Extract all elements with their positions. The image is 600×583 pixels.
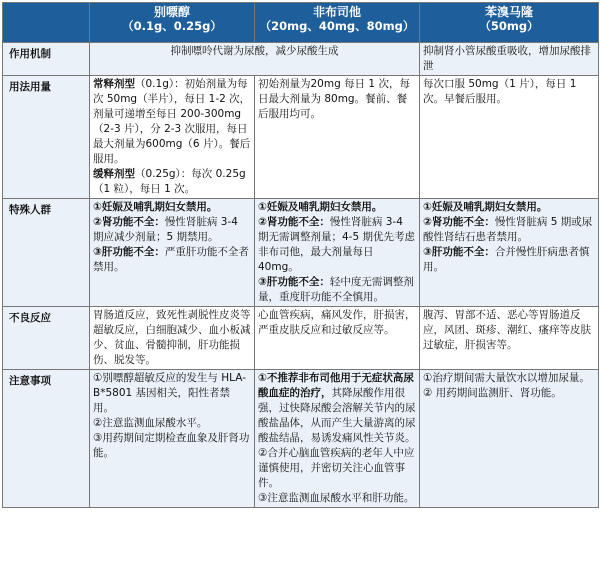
special-item-bold: ②肾功能不全： (258, 216, 330, 228)
adverse-febuxostat: 心血管疾病，痛风发作，肝损害，严重皮肤反应和过敏反应等。 (255, 307, 420, 370)
sr-desc: （0.25g）：每次 0.25g（1 粒），每日 1 次。 (93, 168, 246, 195)
special-item (423, 200, 595, 215)
drug-dose: （0.1g、0.25g） (122, 19, 222, 33)
special-item (423, 245, 595, 275)
row-label-special: 特殊人群 (3, 199, 90, 307)
mechanism-uricosuric: 抑制肾小管尿酸重吸收，增加尿酸排泄 (420, 43, 599, 76)
drug-comparison-table (2, 2, 599, 508)
note-item: ①治疗期间需大量饮水以增加尿量。 (423, 372, 590, 384)
ir-text (93, 78, 250, 165)
special-item-bold: ①妊娠及哺乳期妇女禁用。 (93, 201, 218, 213)
special-item-bold: ③肝功能不全： (93, 246, 165, 258)
sr-label: 缓释剂型 (93, 168, 135, 180)
header-drug-febuxostat (255, 3, 420, 43)
special-item-text: 轻中度无需调整剂量，重度肝功能不全慎用。 (258, 276, 414, 303)
header-row (3, 3, 599, 43)
special-febuxostat (255, 199, 420, 307)
mechanism-xo-inhibitors: 抑制嘌呤代谢为尿酸，减少尿酸生成 (90, 43, 420, 76)
row-label-notes: 注意事项 (3, 370, 90, 508)
special-item (258, 215, 416, 275)
drug-dose: （20mg、40mg、80mg） (259, 19, 415, 33)
special-item (93, 215, 251, 245)
row-label-mechanism: 作用机制 (3, 43, 90, 76)
drug-name: 非布司他 (312, 5, 361, 19)
special-item-text: 慢性肾脏病 3-4 期无需调整剂量；4-5 期优先考虑非布司他，最大剂量每日 40mg。 (258, 216, 415, 273)
notes-benzbromarone (420, 370, 599, 508)
adverse-allopurinol: 胃肠道反应，致死性剥脱性皮炎等超敏反应，白细胞减少、血小板减少、贫血、骨髓抑制，肝功能损伤、脱发等。 (90, 307, 255, 370)
special-item (258, 275, 416, 305)
note-item-bold: ①不推荐非布司他用于无症状高尿酸血症的治疗， (258, 372, 414, 399)
special-item-bold: ①妊娠及哺乳期妇女禁用。 (258, 201, 383, 213)
special-item (93, 200, 251, 215)
note-item: ①别嘌醇超敏反应的发生与 HLA-B*5801 基因相关，阳性者禁用。 (93, 372, 246, 414)
special-item-text: 慢性肾脏病 3-4 期应减少剂量；5 期禁用。 (93, 216, 238, 243)
special-item-text: 严重肝功能不全者禁用。 (93, 246, 249, 273)
special-item (258, 200, 416, 215)
adverse-benzbromarone: 腹泻、胃部不适、恶心等胃肠道反应，风团、斑疹、潮红、瘙痒等皮肤过敏症，肝损害等。 (420, 307, 599, 370)
note-item-text: 其降尿酸作用很强，过快降尿酸会溶解关节内的尿酸盐晶体，从而产生大量游离的尿酸盐结晶，易诱发痛风性关节炎。 (258, 387, 416, 444)
ir-label: 常释剂型 (93, 78, 135, 90)
adverse-reaction-row (3, 307, 599, 370)
special-item-text: 合并慢性肝病患者慎用。 (423, 246, 590, 273)
usage-benzbromarone: 每次口服 50mg（1 片），每日 1 次。早餐后服用。 (420, 76, 599, 199)
special-benzbromarone (420, 199, 599, 307)
note-item: ② 用药期间监测肝、肾功能。 (423, 387, 562, 399)
notes-row (3, 370, 599, 508)
header-drug-allopurinol (90, 3, 255, 43)
special-population-row (3, 199, 599, 307)
ir-desc: （0.1g）：初始剂量为每次 50mg（半片），每日 1-2 次，剂量可递增至每日 200-300mg（2-3 片），分 2-3 次服用，每日最大剂量为600mg（6 片）。餐后服用。 (93, 78, 251, 165)
special-item-bold: ②肾功能不全： (93, 216, 165, 228)
note-item: ③注意监测血尿酸水平和肝功能。 (258, 492, 415, 504)
special-item (423, 215, 595, 245)
special-allopurinol (90, 199, 255, 307)
special-item-text: 慢性肾脏病 5 期或尿酸性肾结石患者禁用。 (423, 216, 593, 243)
special-item-bold: ②肾功能不全： (423, 216, 495, 228)
note-item: ③用药期间定期检查血象及肝肾功能。 (93, 432, 250, 459)
row-label-usage: 用法用量 (3, 76, 90, 199)
header-corner (3, 3, 90, 43)
usage-allopurinol (90, 76, 255, 199)
note-item (258, 371, 416, 446)
special-item-bold: ③肝功能不全： (258, 276, 330, 288)
note-item: ②注意监测血尿酸水平。 (93, 417, 208, 429)
notes-febuxostat (255, 370, 420, 508)
row-label-adverse: 不良反应 (3, 307, 90, 370)
drug-dose: （50mg） (479, 19, 539, 33)
special-item (93, 245, 251, 275)
sr-text (93, 167, 251, 197)
notes-allopurinol (90, 370, 255, 508)
drug-name: 别嘌醇 (153, 5, 190, 19)
usage-febuxostat: 初始剂量为20mg 每日 1 次，每日最大剂量为 80mg。餐前、餐后服用均可。 (255, 76, 420, 199)
mechanism-row (3, 43, 599, 76)
header-drug-benzbromarone (420, 3, 599, 43)
drug-name: 苯溴马隆 (484, 5, 533, 19)
special-item-bold: ③肝功能不全： (423, 246, 495, 258)
special-item-bold: ①妊娠及哺乳期妇女禁用。 (423, 201, 548, 213)
usage-row (3, 76, 599, 199)
note-item: ②合并心脑血管疾病的老年人中应谨慎使用，并密切关注心血管事件。 (258, 447, 415, 489)
